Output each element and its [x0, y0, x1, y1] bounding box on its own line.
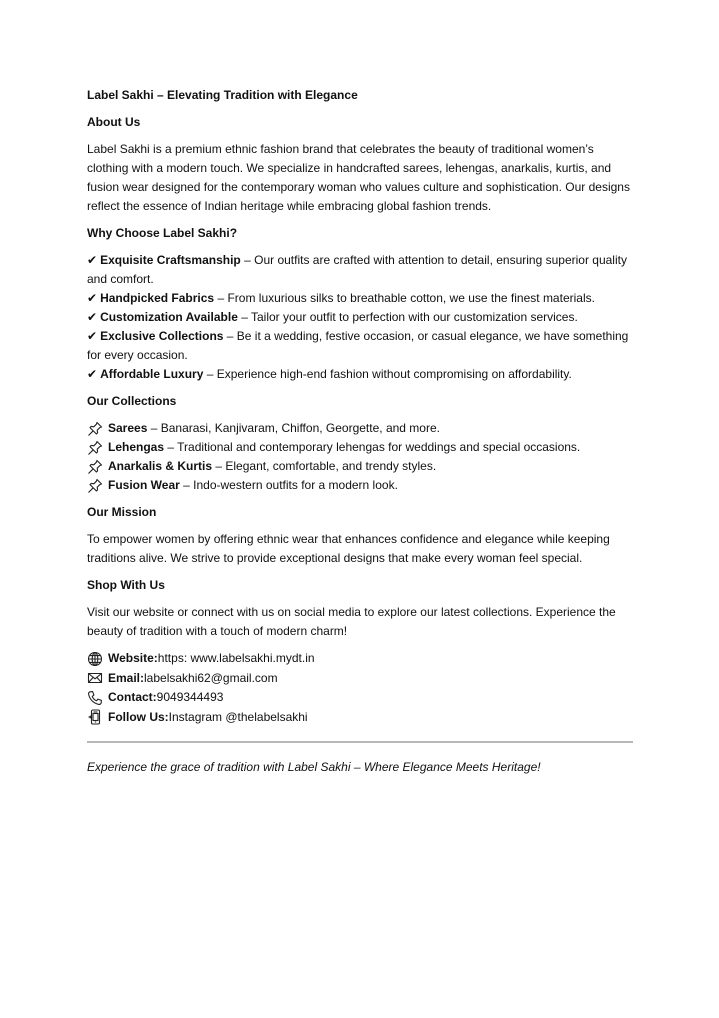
why-item-desc: – From luxurious silks to breathable cotton, we use the finest materials. — [214, 291, 595, 305]
why-item — [87, 308, 633, 327]
website-row — [87, 649, 633, 669]
collection-name: Lehengas — [108, 440, 165, 454]
why-item-name: Exquisite Craftsmanship — [100, 253, 241, 267]
website-link[interactable]: https: www.labelsakhi.mydt.in — [157, 651, 315, 666]
collection-name: Sarees — [108, 421, 148, 435]
pushpin-icon — [87, 421, 103, 437]
why-list — [87, 251, 633, 384]
mission-text: To empower women by offering ethnic wear that enhances confidence and elegance while keeping traditions alive. We strive to provide exceptional designs that make every woman feel special. — [87, 532, 610, 565]
contact-row — [87, 688, 633, 708]
pushpin-icon — [87, 478, 103, 494]
mobile-phone-icon — [87, 709, 103, 725]
why-item-desc: – Our outfits are crafted with attention to detail, ensuring superior quality and comfort. — [87, 253, 627, 286]
contact-phone[interactable]: 9049344493 — [156, 690, 224, 705]
phone-icon — [87, 690, 103, 706]
pushpin-icon — [87, 440, 103, 456]
collections-heading: Our Collections — [87, 394, 177, 408]
why-item-name: Customization Available — [100, 310, 238, 324]
collection-name: Fusion Wear — [108, 478, 180, 492]
shop-text: Visit our website or connect with us on social media to explore our latest collections. Experience the beauty of tradition with a touch of modern charm! — [87, 605, 616, 638]
contact-label: Contact: — [108, 690, 157, 705]
email-link[interactable]: labelsakhi62@gmail.com — [144, 670, 278, 685]
check-icon: ✔ — [87, 367, 98, 381]
document-content — [87, 86, 633, 777]
check-icon: ✔ — [87, 291, 98, 305]
shop-heading: Shop With Us — [87, 578, 165, 592]
why-item — [87, 327, 633, 365]
envelope-icon — [87, 670, 103, 686]
email-row — [87, 669, 633, 689]
collection-name: Anarkalis & Kurtis — [108, 459, 213, 473]
collection-desc: – Indo-western outfits for a modern look. — [179, 478, 398, 492]
mission-heading: Our Mission — [87, 505, 157, 519]
why-item-name: Affordable Luxury — [100, 367, 204, 381]
instagram-link[interactable]: Instagram @thelabelsakhi — [168, 709, 308, 724]
pushpin-icon — [87, 459, 103, 475]
collection-item — [87, 438, 633, 457]
why-item — [87, 289, 633, 308]
page-title: Label Sakhi – Elevating Tradition with Elegance — [87, 88, 358, 102]
tagline: Experience the grace of tradition with Label Sakhi – Where Elegance Meets Heritage! — [87, 760, 541, 774]
email-label: Email: — [108, 670, 145, 685]
check-icon: ✔ — [87, 310, 98, 324]
collection-desc: – Traditional and contemporary lehengas for weddings and special occasions. — [164, 440, 581, 454]
about-heading: About Us — [87, 115, 141, 129]
contact-list — [87, 649, 633, 727]
why-heading: Why Choose Label Sakhi? — [87, 226, 238, 240]
globe-icon — [87, 651, 103, 667]
check-icon: ✔ — [87, 329, 98, 343]
check-icon: ✔ — [87, 253, 98, 267]
about-text: Label Sakhi is a premium ethnic fashion brand that celebrates the beauty of traditional women’s clothing with a modern touch. We specialize in handcrafted sarees, lehengas, anarkalis, kurtis, and fusion wear designed for the contemporary woman who values culture and sophistication. Our designs reflect the essence of Indian heritage while embracing global fashion trends. — [87, 142, 630, 213]
why-item-desc: – Tailor your outfit to perfection with our customization services. — [237, 310, 578, 324]
collection-item — [87, 476, 633, 495]
why-item — [87, 365, 633, 384]
follow-row — [87, 708, 633, 728]
why-item — [87, 251, 633, 289]
why-item-desc: – Be it a wedding, festive occasion, or casual elegance, we have something for every occasion. — [87, 329, 629, 362]
collection-desc: – Elegant, comfortable, and trendy styles. — [212, 459, 437, 473]
why-item-desc: – Experience high-end fashion without compromising on affordability. — [203, 367, 572, 381]
collection-desc: – Banarasi, Kanjivaram, Chiffon, Georgette, and more. — [147, 421, 440, 435]
collection-item — [87, 419, 633, 438]
collection-item — [87, 457, 633, 476]
collections-list — [87, 419, 633, 495]
why-item-name: Handpicked Fabrics — [100, 291, 215, 305]
divider — [87, 741, 633, 743]
follow-label: Follow Us: — [108, 709, 169, 724]
why-item-name: Exclusive Collections — [100, 329, 224, 343]
website-label: Website: — [108, 651, 158, 666]
